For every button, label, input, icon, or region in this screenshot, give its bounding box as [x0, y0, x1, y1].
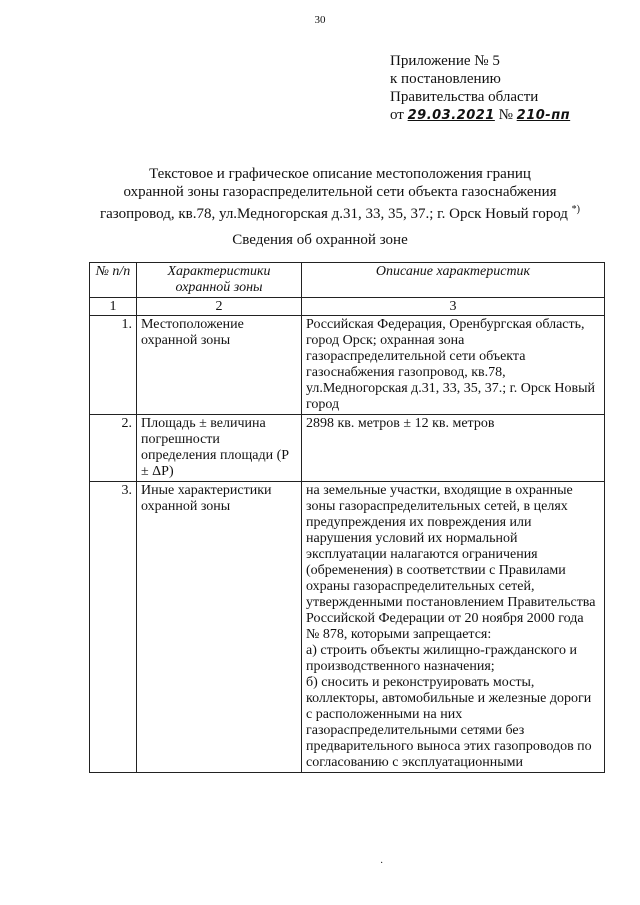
header-characteristics: Характеристики охранной зоны	[137, 263, 302, 298]
column-number-2: 2	[137, 298, 302, 316]
document-title	[80, 165, 600, 223]
row-number: 1.	[90, 316, 137, 415]
appendix-line-2: к постановлению	[390, 71, 501, 87]
table-header-row	[90, 263, 605, 298]
appendix-block	[390, 52, 570, 125]
title-line-3	[80, 201, 600, 223]
table-row	[90, 316, 605, 415]
section-subtitle: Сведения об охранной зоне	[232, 232, 408, 248]
restrictions-text: на земельные участки, входящие в охранные зоны газораспределительных сетей, в целях предупреждения их повреждения или нарушения условий их нормальной эксплуатации налагаются ограничения (обременения) в соответствии с Правилами охраны газораспределительных сетей, утвержденными постановлением Правительства Российской Федерации от 20 ноября 2000 года № 878, которыми запрещается:	[306, 483, 596, 642]
title-line-3-text: газопровод, кв.78, ул.Медногорская д.31, 33, 35, 37.; г. Орск Новый город	[100, 206, 568, 222]
title-line-2: охранной зоны газораспределительной сети объекта газоснабжения	[123, 184, 557, 200]
footnote-mark: *)	[571, 204, 580, 215]
row-number: 2.	[90, 415, 137, 482]
table-row	[90, 482, 605, 773]
protection-zone-table	[89, 262, 605, 773]
column-number-1: 1	[90, 298, 137, 316]
row-description: Российская Федерация, Оренбургская область, город Орск; охранная зона газораспределительной сети объекта газоснабжения газопровод, кв.78, ул.Медногорская д.31, 33, 35, 37.; г. Орск Новый город	[302, 316, 605, 415]
row-number: 3.	[90, 482, 137, 773]
row-characteristic: Площадь ± величина погрешности определения площади (P ± ΔP)	[137, 415, 302, 482]
restriction-item-b: б) сносить и реконструировать мосты, коллекторы, автомобильные и железные дороги с расположенными на них газораспределительными сетями без предварительного выноса этих газопроводов по согласованию с эксплуатационными	[306, 675, 592, 770]
page-number: 30	[314, 14, 326, 26]
from-label: от	[390, 107, 404, 123]
scan-speck: ·	[380, 858, 384, 869]
header-description: Описание характеристик	[302, 263, 605, 298]
row-characteristic: Иные характеристики охранной зоны	[137, 482, 302, 773]
column-number-row	[90, 298, 605, 316]
row-description: 2898 кв. метров ± 12 кв. метров	[302, 415, 605, 482]
appendix-line-1: Приложение № 5	[390, 53, 500, 69]
row-description	[302, 482, 605, 773]
header-number: № п/п	[90, 263, 137, 298]
table-row	[90, 415, 605, 482]
row-characteristic: Местоположение охранной зоны	[137, 316, 302, 415]
appendix-line-3: Правительства области	[390, 89, 539, 105]
handwritten-date: 29.03.2021	[407, 108, 495, 123]
title-line-1: Текстовое и графическое описание местоположения границ	[149, 166, 531, 182]
appendix-date-line	[390, 106, 570, 125]
column-number-3: 3	[302, 298, 605, 316]
handwritten-number: 210-пп	[516, 108, 571, 123]
number-label: №	[498, 107, 513, 123]
restriction-item-a: а) строить объекты жилищно-гражданского и производственного назначения;	[306, 643, 577, 674]
